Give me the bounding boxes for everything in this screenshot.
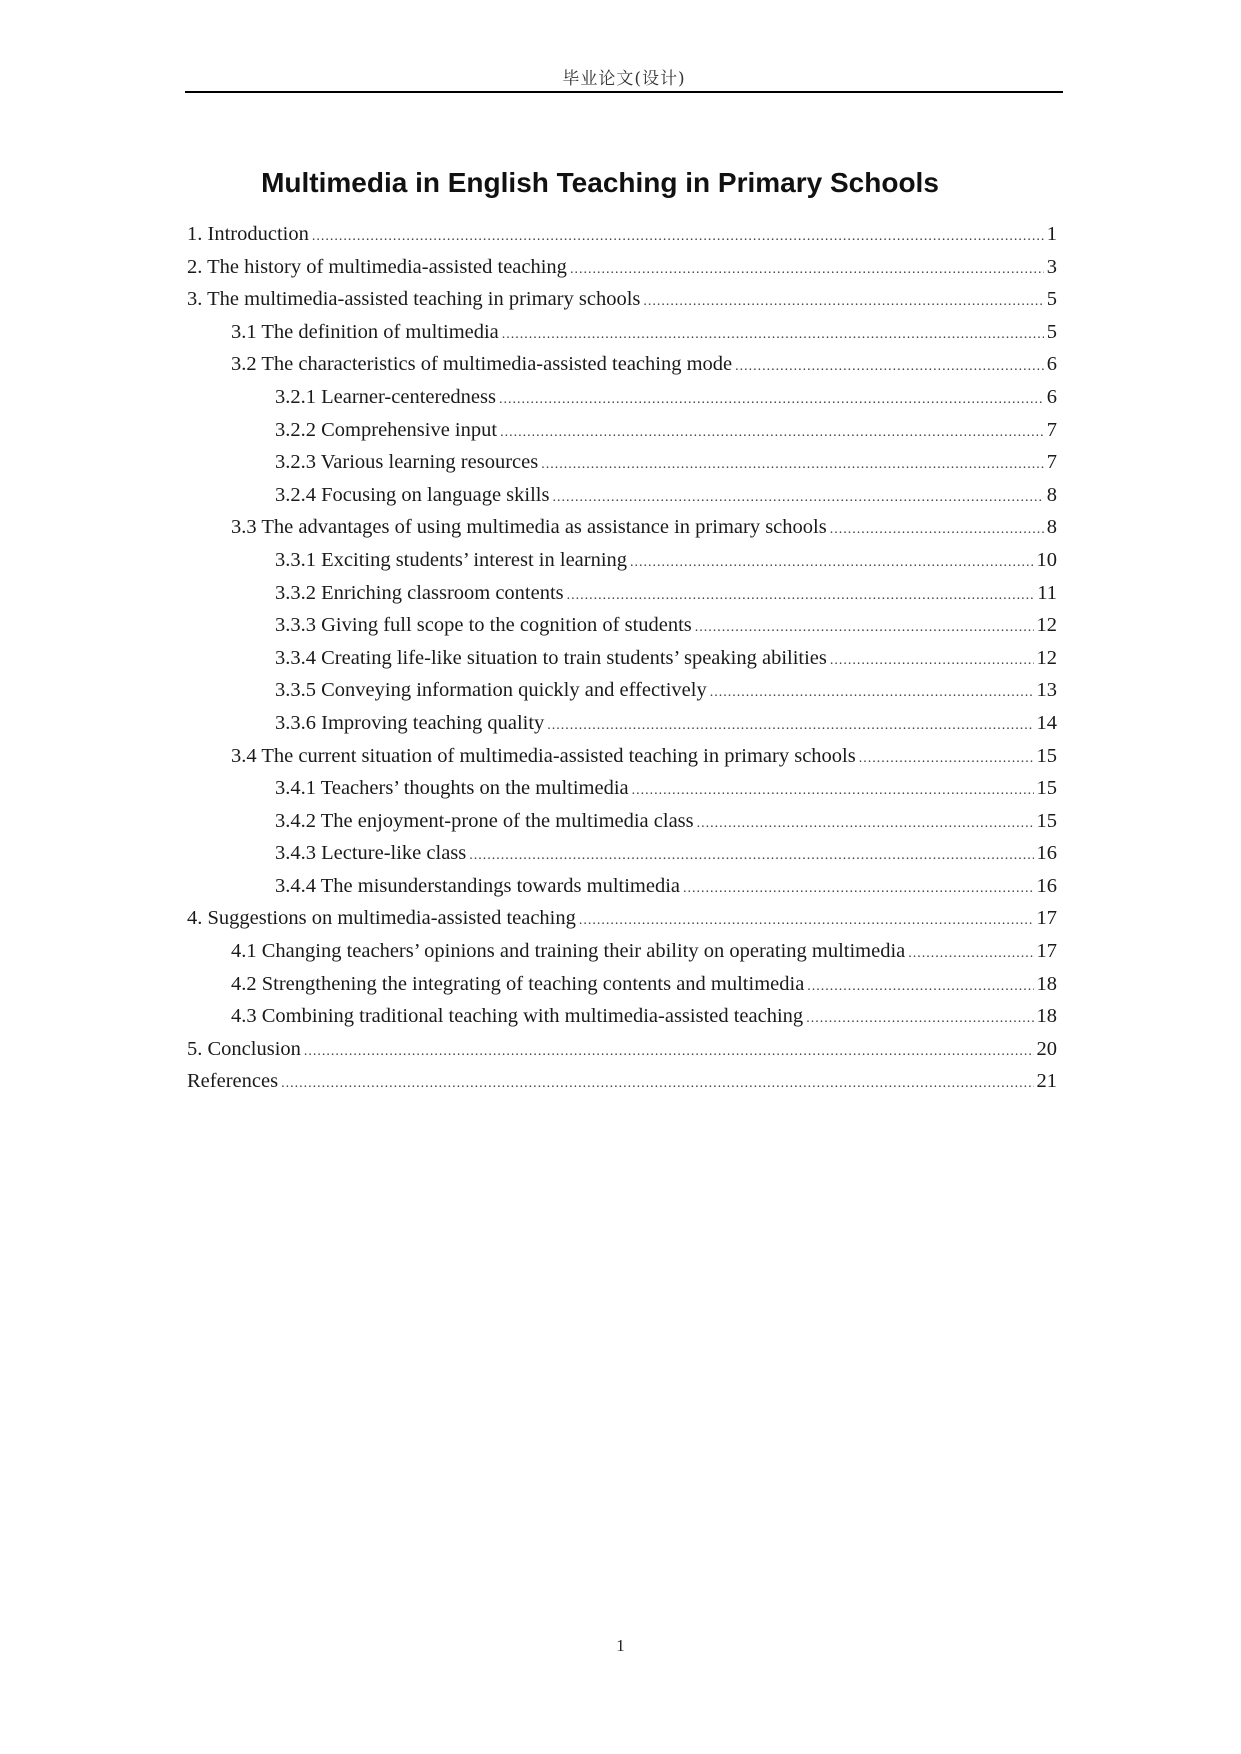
toc-entry[interactable] (187, 348, 1057, 381)
toc-entry-page: 20 (1036, 1037, 1057, 1060)
dot-leader (908, 938, 1033, 971)
toc-entry-title: 1. Introduction (187, 223, 309, 245)
dot-leader (281, 1068, 1033, 1101)
document-title: Multimedia in English Teaching in Primary Schools (261, 167, 939, 198)
toc-entry-title: References (187, 1070, 279, 1093)
toc-entry-title: 4.3 Combining traditional teaching with multimedia-assisted teaching (231, 1005, 804, 1028)
table-of-contents (187, 218, 1057, 1098)
toc-entry-page: 7 (1046, 451, 1057, 474)
toc-entry-title: 3.2 The characteristics of multimedia-assisted teaching mode (231, 353, 733, 376)
toc-entry-page: 12 (1036, 614, 1057, 637)
dot-leader (499, 384, 1044, 417)
toc-entry-title: 5. Conclusion (187, 1037, 301, 1060)
toc-entry-page: 17 (1036, 940, 1057, 963)
toc-entry[interactable] (187, 544, 1057, 577)
toc-entry-page: 6 (1046, 385, 1057, 408)
dot-leader (312, 221, 1044, 254)
toc-entry-title: 3.4.2 The enjoyment-prone of the multimedia class (275, 809, 694, 832)
toc-entry-title: 3.3.5 Conveying information quickly and effectively (275, 679, 707, 702)
dot-leader (859, 743, 1034, 776)
toc-entry[interactable] (187, 968, 1057, 1001)
toc-entry-page: 14 (1036, 711, 1057, 734)
toc-entry[interactable] (187, 381, 1057, 414)
dot-leader (541, 449, 1044, 482)
toc-entry[interactable] (187, 414, 1057, 447)
toc-entry-page: 8 (1046, 516, 1057, 539)
toc-entry-title: 3.4.3 Lecture-like class (275, 842, 467, 865)
toc-entry-page: 7 (1046, 418, 1057, 441)
toc-entry[interactable] (187, 1033, 1057, 1066)
toc-entry[interactable] (187, 837, 1057, 870)
dot-leader (500, 417, 1044, 450)
dot-leader (807, 971, 1033, 1004)
toc-entry[interactable] (187, 511, 1057, 544)
toc-entry-page: 18 (1036, 1005, 1057, 1028)
dot-leader (630, 547, 1033, 580)
toc-entry-page: 18 (1036, 972, 1057, 995)
dot-leader (735, 351, 1044, 384)
toc-entry[interactable] (187, 642, 1057, 675)
toc-entry-page: 5 (1046, 320, 1057, 343)
toc-entry-page: 12 (1036, 646, 1057, 669)
dot-leader (697, 808, 1034, 841)
dot-leader (683, 873, 1033, 906)
dot-leader (304, 1036, 1034, 1069)
toc-entry-page: 16 (1036, 842, 1057, 865)
toc-entry-page: 8 (1046, 483, 1057, 506)
toc-entry[interactable] (187, 316, 1057, 349)
toc-entry-title: 2. The history of multimedia-assisted teaching (187, 255, 567, 278)
toc-entry-page: 15 (1036, 777, 1057, 800)
toc-entry-page: 17 (1036, 907, 1057, 930)
dot-leader (830, 645, 1034, 678)
dot-leader (579, 905, 1034, 938)
toc-entry-title: 3.3 The advantages of using multimedia as assistance in primary schools (231, 516, 827, 539)
dot-leader (632, 775, 1034, 808)
dot-leader (567, 580, 1035, 613)
toc-entry-title: 3. The multimedia-assisted teaching in primary schools (187, 288, 641, 311)
toc-entry[interactable] (187, 674, 1057, 707)
toc-entry-page: 15 (1036, 809, 1057, 832)
toc-entry[interactable] (187, 935, 1057, 968)
toc-entry[interactable] (187, 707, 1057, 740)
toc-entry-title: 4.1 Changing teachers’ opinions and training their ability on operating multimedia (231, 940, 906, 963)
toc-entry-page: 6 (1046, 353, 1057, 376)
toc-entry-title: 3.4.1 Teachers’ thoughts on the multimedia (275, 777, 629, 800)
toc-entry-page: 11 (1037, 581, 1057, 604)
toc-entry-page: 5 (1046, 288, 1057, 311)
toc-entry[interactable] (187, 218, 1057, 251)
toc-entry-title: 3.3.2 Enriching classroom contents (275, 581, 564, 604)
toc-entry-title: 4.2 Strengthening the integrating of teaching contents and multimedia (231, 972, 805, 995)
toc-entry[interactable] (187, 609, 1057, 642)
dot-leader (830, 514, 1044, 547)
dot-leader (502, 319, 1044, 352)
toc-entry-page: 1 (1046, 223, 1057, 245)
toc-entry[interactable] (187, 251, 1057, 284)
toc-entry[interactable] (187, 772, 1057, 805)
toc-entry-title: 3.2.1 Learner-centeredness (275, 385, 496, 408)
toc-entry[interactable] (187, 902, 1057, 935)
toc-entry-title: 3.3.1 Exciting students’ interest in learning (275, 548, 628, 571)
page-number: 1 (616, 1636, 625, 1655)
toc-entry-page: 13 (1036, 679, 1057, 702)
toc-entry[interactable] (187, 283, 1057, 316)
toc-entry-title: 3.3.4 Creating life-like situation to train students’ speaking abilities (275, 646, 827, 669)
toc-entry-page: 10 (1036, 548, 1057, 571)
toc-entry-title: 3.2.3 Various learning resources (275, 451, 539, 474)
header-rule (185, 91, 1063, 93)
toc-entry[interactable] (187, 446, 1057, 479)
dot-leader (552, 482, 1043, 515)
dot-leader (570, 254, 1044, 287)
toc-entry[interactable] (187, 1000, 1057, 1033)
running-header: 毕业论文(设计) (562, 69, 686, 89)
dot-leader (806, 1003, 1033, 1036)
dot-leader (469, 840, 1033, 873)
toc-entry[interactable] (187, 870, 1057, 903)
toc-entry-title: 4. Suggestions on multimedia-assisted teaching (187, 907, 576, 930)
toc-entry-title: 3.1 The definition of multimedia (231, 320, 499, 343)
toc-entry-title: 3.2.2 Comprehensive input (275, 418, 498, 441)
toc-entry-title: 3.3.6 Improving teaching quality (275, 711, 545, 734)
dot-leader (547, 710, 1033, 743)
dot-leader (643, 286, 1043, 319)
toc-entry[interactable] (187, 805, 1057, 838)
toc-entry-page: 16 (1036, 874, 1057, 897)
toc-entry-page: 3 (1046, 255, 1057, 278)
dot-leader (695, 612, 1034, 645)
toc-entry-page: 21 (1036, 1070, 1057, 1093)
toc-entry-title: 3.2.4 Focusing on language skills (275, 483, 550, 506)
toc-entry-title: 3.3.3 Giving full scope to the cognition of students (275, 614, 692, 637)
toc-entry[interactable] (187, 740, 1057, 773)
toc-entry[interactable] (187, 1065, 1057, 1098)
dot-leader (710, 677, 1034, 710)
toc-entry-title: 3.4.4 The misunderstandings towards multimedia (275, 874, 681, 897)
toc-entry-page: 15 (1036, 744, 1057, 767)
toc-entry-title: 3.4 The current situation of multimedia-assisted teaching in primary schools (231, 744, 856, 767)
toc-entry[interactable] (187, 577, 1057, 610)
toc-entry[interactable] (187, 479, 1057, 512)
